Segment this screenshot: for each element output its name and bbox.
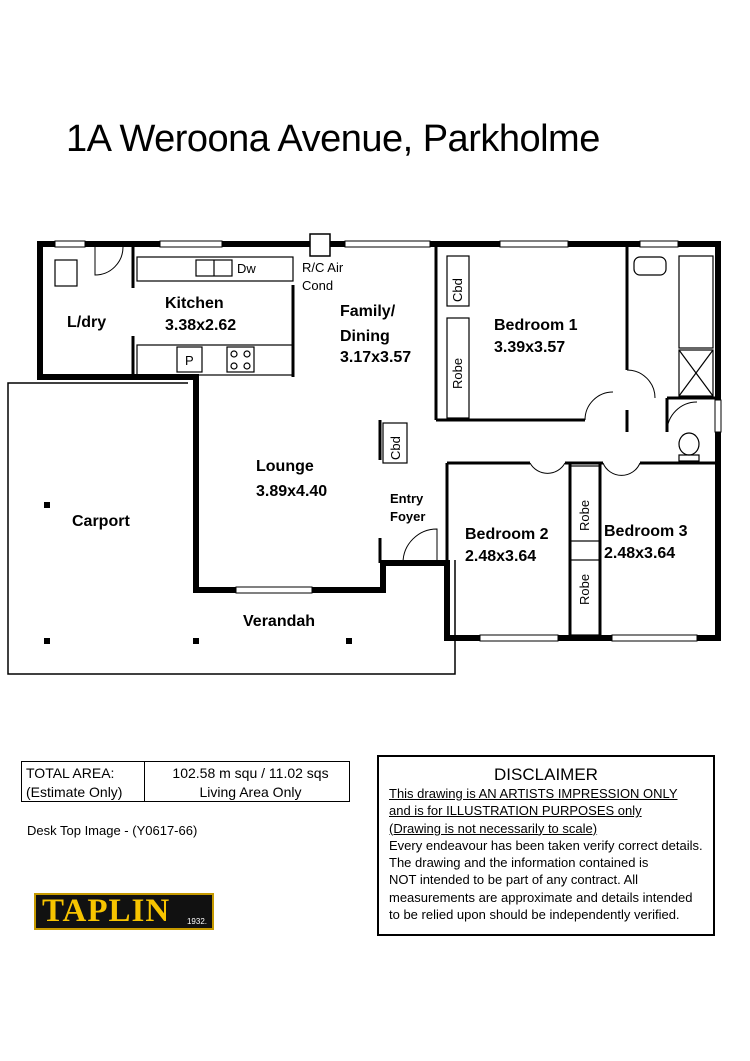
lounge-size: 3.89x4.40	[256, 483, 328, 500]
cbd-label: Cbd	[388, 436, 403, 460]
robe-label: Robe	[450, 357, 465, 389]
family-label-1: Family/	[340, 303, 396, 320]
bedroom1-size: 3.39x3.57	[494, 339, 566, 356]
total-area-box	[21, 761, 350, 802]
bedroom1-label: Bedroom 1	[494, 317, 578, 334]
carport-label: Carport	[72, 513, 130, 530]
disclaimer-box	[377, 755, 715, 936]
disclaimer-line: The drawing and the information contained is	[389, 855, 649, 871]
post	[44, 638, 50, 644]
property-title: 1A Weroona Avenue, Parkholme	[66, 118, 600, 160]
post	[44, 502, 50, 508]
area-value	[154, 764, 347, 802]
disclaimer-line: and is for ILLUSTRATION PURPOSES only	[389, 803, 642, 819]
post	[346, 638, 352, 644]
disclaimer-line: This drawing is AN ARTISTS IMPRESSION ONLY	[389, 786, 678, 801]
area-value-2: Living Area Only	[199, 784, 302, 800]
area-label	[26, 764, 122, 802]
area-divider	[144, 762, 145, 801]
family-label-2: Dining	[340, 328, 390, 345]
cbd-label: Cbd	[450, 278, 465, 302]
aircon-unit	[310, 234, 330, 256]
image-reference: Desk Top Image - (Y0617-66)	[27, 823, 198, 838]
logo-year: 1932.	[186, 917, 207, 926]
bedroom2-size: 2.48x3.64	[465, 548, 537, 565]
family-size: 3.17x3.57	[340, 349, 412, 366]
verandah-label: Verandah	[243, 613, 316, 630]
area-value-1: 102.58 m squ / 11.02 sqs	[172, 765, 329, 781]
disclaimer-line: to be relied upon should be independently verified.	[389, 907, 680, 923]
logo-name: TAPLIN	[42, 893, 171, 929]
entry-label-2: Foyer	[390, 509, 426, 524]
laundry-label: L/dry	[67, 314, 107, 331]
disclaimer-line: (Drawing is not necessarily to scale)	[389, 820, 598, 836]
kitchen-size: 3.38x2.62	[165, 317, 237, 334]
lounge-label: Lounge	[256, 458, 314, 475]
disclaimer-heading: DISCLAIMER	[494, 765, 598, 784]
robe-label: Robe	[577, 499, 592, 531]
entry-label-1: Entry	[390, 491, 424, 506]
bedroom2-label: Bedroom 2	[465, 526, 549, 543]
robe-label: Robe	[577, 573, 592, 605]
disclaimer-line: NOT intended to be part of any contract. All	[389, 872, 639, 888]
kitchen-label: Kitchen	[165, 295, 224, 312]
area-label-2: (Estimate Only)	[26, 784, 123, 800]
post	[193, 638, 199, 644]
aircon-label-2: Cond	[302, 278, 334, 293]
taplin-logo	[34, 893, 214, 930]
area-label-1: TOTAL AREA:	[26, 765, 115, 781]
disclaimer-line: measurements are approximate and details intended	[389, 889, 693, 905]
pantry-label: P	[185, 353, 194, 368]
disclaimer-line: Every endeavour has been taken verify correct details.	[389, 837, 703, 853]
aircon-label-1: R/C Air	[302, 260, 344, 275]
bedroom3-size: 2.48x3.64	[604, 545, 676, 562]
dishwasher-label: Dw	[237, 261, 256, 276]
bedroom3-label: Bedroom 3	[604, 523, 688, 540]
